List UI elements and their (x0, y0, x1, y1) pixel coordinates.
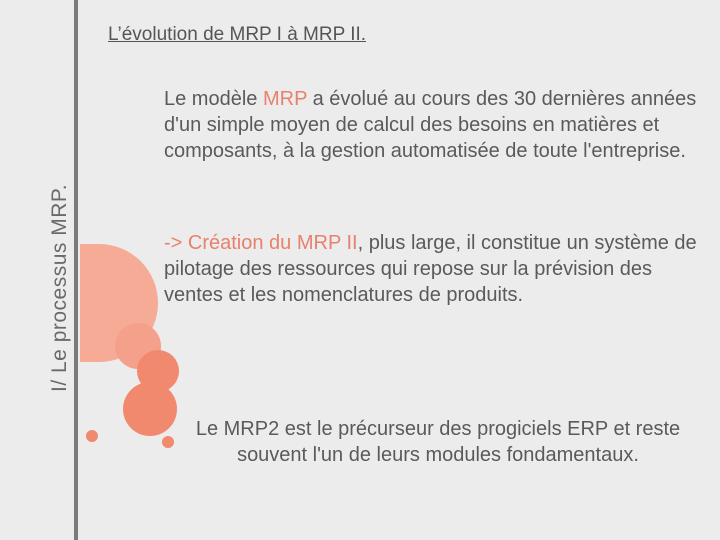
paragraph-mrp2-erp: Le MRP2 est le précurseur des progiciels ERP et reste souvent l'un de leurs modules fondamentaux. (195, 418, 681, 466)
decorative-dot-left (86, 430, 98, 442)
paragraph-text: , plus large, il constitue un système de pilotage des ressources qui repose sur la prévision des ventes et les nomenclatures de produits. (164, 232, 697, 306)
highlight-mrp: MRP (262, 88, 308, 110)
sidebar-edge-line (74, 0, 78, 540)
paragraph-mrp-ii (164, 230, 712, 308)
paragraph-text: Le modèle (164, 88, 263, 110)
paragraph-text: a évolué au cours des 30 dernières années d'un simple moyen de calcul des besoins en matières et composants, à la gestion automatisée de toute l'entreprise. (164, 88, 697, 162)
highlight-mrp-ii: -> Création du MRP II (164, 232, 358, 254)
section-title-vertical: I/ Le processus MRP. (48, 183, 71, 392)
slide-title: L’évolution de MRP I à MRP II. (108, 24, 367, 45)
paragraph-mrp-evolution (164, 86, 712, 164)
